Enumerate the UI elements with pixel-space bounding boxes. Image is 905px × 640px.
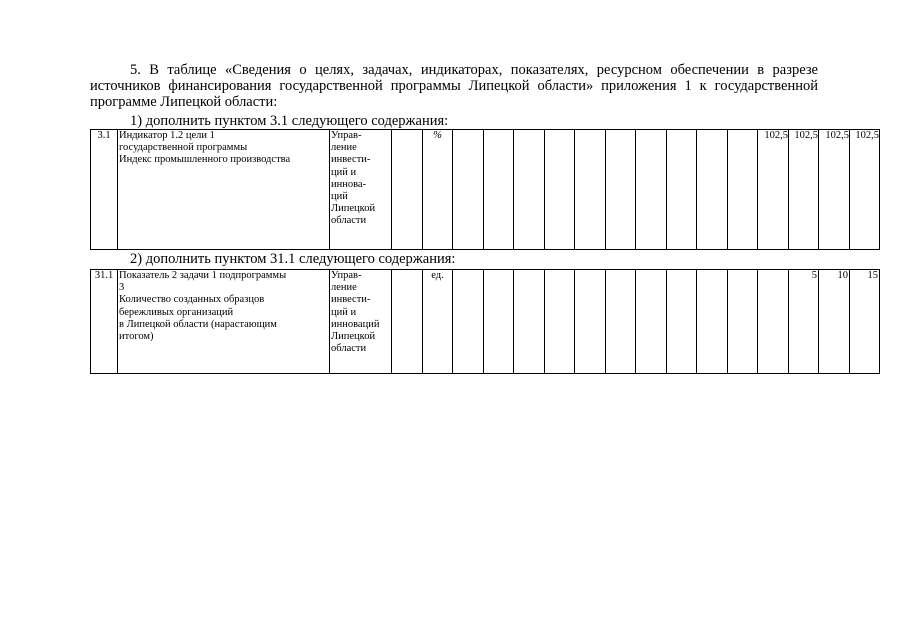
executor-line: ление [331,142,357,154]
unit-cell: % [423,130,453,250]
value-cell: 102,5 [758,130,789,250]
value-cell [514,130,545,250]
value-cell [728,270,758,374]
name-line: бережливых организаций [119,306,234,318]
executor-line: инноваций [331,318,380,330]
name-line: в Липецкой области (нарастающим [119,318,277,330]
value-cell [484,270,514,374]
empty-cell [392,270,423,374]
executor-line: Управ- [331,130,362,141]
value-cell [453,270,484,374]
table-row [91,130,880,250]
value-cell: 15 [850,270,880,374]
executor-line: Управ- [331,270,362,281]
value-cell [453,130,484,250]
executor-line: Липецкой [331,203,376,215]
item-1-heading: 1) дополнить пунктом 3.1 следующего содержания: [130,113,449,129]
executor-line: иннова- [331,178,367,190]
value-cell [606,130,636,250]
executor [330,130,392,250]
value-cell [545,130,575,250]
row-number: 31.1 [91,270,118,374]
value-cell [728,130,758,250]
executor-line: области [331,215,367,227]
table-row [91,270,880,374]
value-cell [697,130,728,250]
value-cell: 10 [819,270,850,374]
value-cell [606,270,636,374]
value-cell [667,270,697,374]
value-cell [667,130,697,250]
value-cell [484,130,514,250]
intro-paragraph [90,62,818,110]
executor-line: инвести- [331,154,371,166]
name-line: 3 [119,282,125,294]
name-line: Индекс промышленного производства [119,154,291,166]
value-cell: 102,5 [819,130,850,250]
executor [330,270,392,374]
value-cell [758,270,789,374]
executor-line: ций и [331,306,357,318]
value-cell: 5 [789,270,819,374]
unit-cell: ед. [423,270,453,374]
value-cell: 102,5 [789,130,819,250]
value-cell [514,270,545,374]
intro-text: 5. В таблице «Сведения о целях, задачах, индикаторах, показателях, ресурсном обеспечении в разрезе источников финансирования государственной программы Липецкой области» приложения 1 к государственной программе Липецкой области: [90,62,818,110]
name-line: государственной программы [119,142,248,154]
name-line: итогом) [119,331,154,343]
name-line: Показатель 2 задачи 1 подпрограммы [119,270,287,281]
table-item-3-1 [90,129,880,250]
executor-line: Липецкой [331,331,376,343]
executor-line: ций [331,191,348,203]
value-cell [636,130,667,250]
value-cell [575,270,606,374]
executor-line: области [331,343,367,355]
value-cell [575,130,606,250]
value-cell [697,270,728,374]
item-2-heading: 2) дополнить пунктом 31.1 следующего содержания: [130,251,456,267]
table-item-31-1 [90,269,880,374]
executor-line: ление [331,282,357,294]
indicator-name [118,270,330,374]
value-cell [636,270,667,374]
value-cell [545,270,575,374]
row-number: 3.1 [91,130,118,250]
executor-line: инвести- [331,294,371,306]
empty-cell [392,130,423,250]
name-line: Количество созданных образцов [119,294,265,306]
value-cell: 102,5 [850,130,880,250]
indicator-name [118,130,330,250]
executor-line: ций и [331,166,357,178]
name-line: Индикатор 1.2 цели 1 [119,130,215,141]
